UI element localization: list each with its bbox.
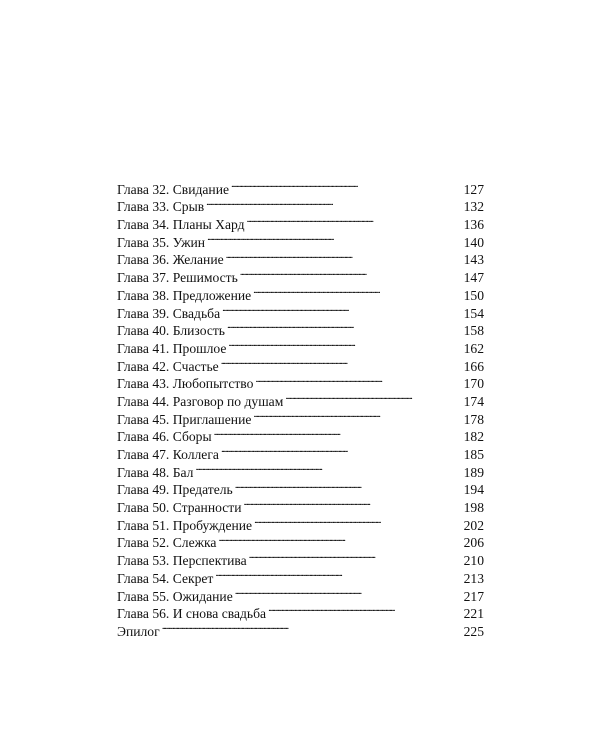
toc-dot-leader bbox=[227, 318, 463, 336]
toc-entry-title: Глава 39. Свадьба bbox=[117, 305, 221, 321]
toc-entry-title: Глава 44. Разговор по душам bbox=[117, 393, 284, 409]
toc-dot-leader bbox=[235, 477, 463, 495]
toc-entry-page-number: 217 bbox=[463, 588, 484, 604]
toc-entry-title: Глава 55. Ожидание bbox=[117, 588, 233, 604]
toc-dot-leader bbox=[285, 388, 462, 406]
toc-entry-page-number: 221 bbox=[463, 606, 484, 622]
toc-entry-title: Глава 52. Слежка bbox=[117, 535, 217, 551]
toc-entry-page-number: 166 bbox=[463, 358, 484, 374]
toc-dot-leader bbox=[254, 512, 463, 530]
toc-entry-page-number: 162 bbox=[463, 340, 484, 356]
toc-entry bbox=[117, 618, 484, 639]
toc-dot-leader bbox=[253, 406, 462, 424]
toc-entry-title: Глава 42. Счастье bbox=[117, 358, 219, 374]
toc-entry-page-number: 140 bbox=[463, 234, 484, 250]
toc-entry-title: Глава 48. Бал bbox=[117, 464, 194, 480]
toc-entry-title: Глава 47. Коллега bbox=[117, 447, 219, 462]
toc-entry-page-number: 154 bbox=[463, 305, 484, 321]
toc-entry-page-number: 150 bbox=[463, 287, 484, 303]
toc-entry-title: Глава 51. Пробуждение bbox=[117, 517, 253, 533]
toc-entry-title: Глава 35. Ужин bbox=[117, 234, 206, 250]
toc-entry-title: Глава 41. Прошлое bbox=[117, 340, 227, 356]
toc-entry-title: Глава 37. Решимость bbox=[117, 270, 238, 286]
toc-entry bbox=[117, 176, 484, 197]
toc-entry-title: Глава 43. Любопытство bbox=[117, 376, 254, 392]
toc-dot-leader bbox=[207, 229, 463, 247]
toc-dot-leader bbox=[268, 601, 463, 619]
toc-dot-leader bbox=[228, 335, 462, 353]
toc-entry-title: Глава 36. Желание bbox=[117, 252, 224, 268]
toc-dot-leader bbox=[253, 282, 462, 300]
toc-entry-page-number: 202 bbox=[463, 517, 484, 533]
toc-entry-title: Эпилог bbox=[117, 623, 160, 639]
toc-entry-page-number: 198 bbox=[463, 500, 484, 516]
toc-dot-leader bbox=[255, 371, 462, 389]
table-of-contents bbox=[117, 176, 484, 639]
toc-entry-page-number: 127 bbox=[463, 181, 484, 197]
toc-entry-title: Глава 32. Свидание bbox=[117, 181, 230, 197]
toc-dot-leader bbox=[218, 530, 462, 548]
toc-entry-page-number: 225 bbox=[463, 623, 484, 639]
toc-entry-page-number: 182 bbox=[463, 429, 484, 445]
toc-dot-leader bbox=[226, 247, 463, 265]
toc-entry-page-number: 136 bbox=[463, 217, 484, 233]
toc-dot-leader bbox=[221, 441, 463, 459]
toc-entry-page-number: 213 bbox=[463, 570, 484, 586]
toc-entry-title: Глава 46. Сборы bbox=[117, 429, 212, 445]
toc-dot-leader bbox=[195, 459, 462, 477]
toc-dot-leader bbox=[243, 494, 462, 512]
toc-entry-page-number: 143 bbox=[463, 252, 484, 268]
toc-dot-leader bbox=[231, 176, 463, 194]
toc-entry-title: Глава 34. Планы Хард bbox=[117, 217, 245, 233]
toc-entry-page-number: 206 bbox=[463, 535, 484, 551]
toc-entry-page-number: 147 bbox=[463, 270, 484, 286]
toc-dot-leader bbox=[221, 353, 463, 371]
toc-dot-leader bbox=[206, 194, 462, 212]
toc-dot-leader bbox=[222, 300, 462, 318]
toc-entry-page-number: 158 bbox=[463, 323, 484, 339]
toc-entry-title: Глава 33. Срыв bbox=[117, 199, 205, 215]
toc-dot-leader bbox=[247, 211, 463, 229]
toc-entry-page-number: 132 bbox=[463, 199, 484, 215]
toc-entry-title: Глава 56. И снова свадьба bbox=[117, 606, 267, 622]
toc-dot-leader bbox=[162, 618, 463, 636]
toc-entry-page-number: 170 bbox=[463, 376, 484, 392]
toc-entry-page-number: 174 bbox=[463, 393, 484, 409]
toc-entry-title: Глава 45. Приглашение bbox=[117, 411, 252, 427]
toc-entry-title: Глава 54. Секрет bbox=[117, 570, 214, 586]
toc-entry-title: Глава 49. Предатель bbox=[117, 482, 233, 498]
toc-entry-page-number: 210 bbox=[463, 553, 484, 569]
toc-entry-title: Глава 50. Странности bbox=[117, 500, 242, 516]
toc-dot-leader bbox=[235, 583, 463, 601]
toc-dot-leader bbox=[214, 424, 463, 442]
toc-entry-title: Глава 38. Предложение bbox=[117, 287, 252, 303]
toc-dot-leader bbox=[249, 547, 463, 565]
toc-entry-title: Глава 40. Близость bbox=[117, 323, 225, 339]
toc-dot-leader bbox=[215, 565, 462, 583]
toc-entry-page-number: 194 bbox=[463, 482, 484, 498]
toc-entry-page-number: 185 bbox=[463, 447, 484, 462]
toc-dot-leader bbox=[240, 264, 463, 282]
toc-entry-page-number: 178 bbox=[463, 411, 484, 427]
toc-entry-page-number: 189 bbox=[463, 464, 484, 480]
toc-entry-title: Глава 53. Перспектива bbox=[117, 553, 247, 569]
